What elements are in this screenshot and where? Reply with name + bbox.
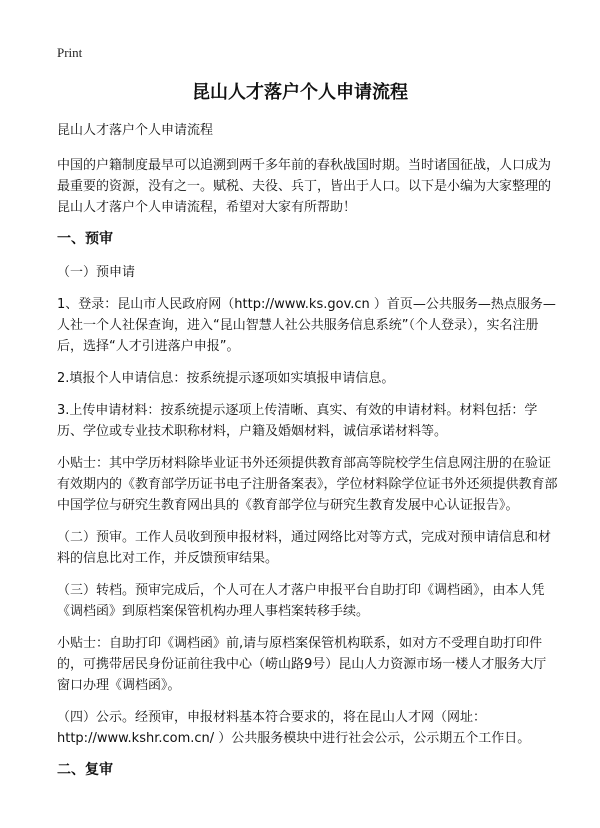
step-login-paragraph: 1、登录：昆山市人民政府网（http://www.ks.gov.cn ）首页—公共服务—热点服务—人社一个人社保查询，进入“昆山智慧人社公共服务信息系统”（个人登录），实名注册后，选择“人才引进落户申报”。 [57,297,556,354]
section-heading-re-review: 二、复审 [57,762,113,778]
article-body [57,120,559,793]
tip-paragraph-2: 小贴士：自助打印《调档函》前,请与原档案保管机构联系，如对方不受理自助打印件的，可携带居民身份证前往我中心（崂山路9号）昆山人力资源市场一楼人才服务大厅窗口办理《调档函》。 [57,636,547,693]
article-subtitle: 昆山人才落户个人申请流程 [57,123,214,138]
file-transfer-paragraph: （三）转档。预审完成后，个人可在人才落户申报平台自助打印《调档函》，由本人凭《调档函》到原档案保管机构办理人事档案转移手续。 [57,583,545,619]
tip-paragraph-1: 小贴士：其中学历材料除毕业证书外还须提供教育部高等院校学生信息网注册的在验证有效期内的《教育部学历证书电子注册备案表》，学位材料除学位证书外还须提供教育部中国学位与研究生教育网出具的《教育部学位与研究生教育发展中心认证报告》。 [57,456,558,513]
step-upload-paragraph: 3.上传申请材料：按系统提示逐项上传清晰、真实、有效的申请材料。材料包括：学历、学位或专业技术职称材料，户籍及婚姻材料，诚信承诺材料等。 [57,403,538,439]
print-label: Print [57,45,83,60]
intro-paragraph: 中国的户籍制度最早可以追溯到两千多年前的春秋战国时期。当时诸国征战，人口成为最重要的资源，没有之一。赋税、夫役、兵丁，皆出于人口。以下是小编为大家整理的昆山人才落户个人申请流程，希望对大家有所帮助！ [57,158,552,215]
section-heading-preliminary-review: 一、预审 [57,231,113,247]
publicity-paragraph: （四）公示。经预审，申报材料基本符合要求的，将在昆山人才网（网址：http://www.kshr.com.cn/ ）公共服务模块中进行社会公示，公示期五个工作日。 [57,710,531,746]
subsection-heading-pre-application: （一）预申请 [57,265,136,280]
page-title: 昆山人才落户个人申请流程 [192,82,408,103]
pre-review-paragraph: （二）预审。工作人员收到预申报材料，通过网络比对等方式，完成对预申请信息和材料的信息比对工作，并反馈预审结果。 [57,530,552,566]
step-fill-paragraph: 2.填报个人申请信息：按系统提示逐项如实填报申请信息。 [57,371,395,386]
